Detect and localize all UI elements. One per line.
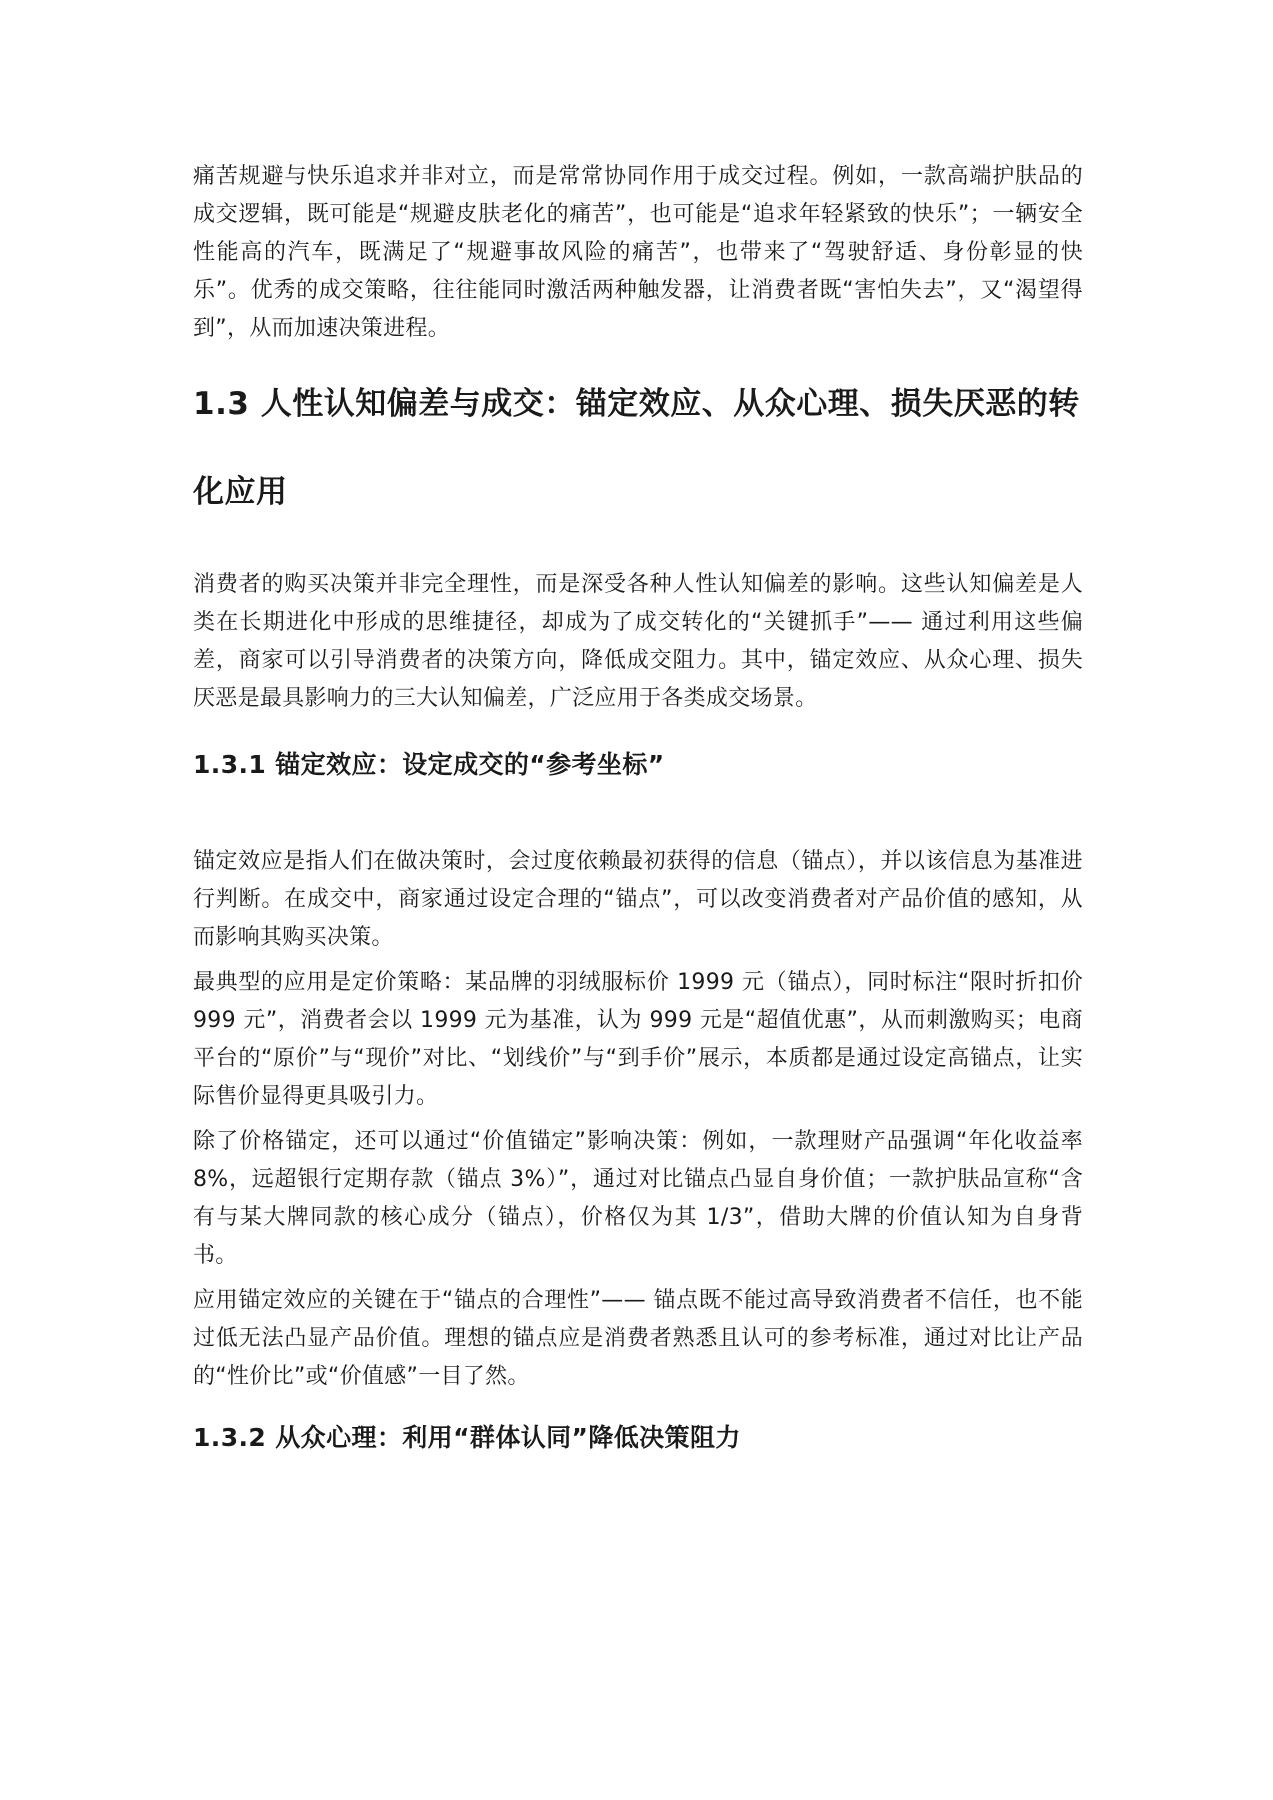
paragraph-pricing-strategy: 最典型的应用是定价策略：某品牌的羽绒服标价 1999 元（锚点），同时标注“限时折扣价 999 元”，消费者会以 1999 元为基准，认为 999 元是“超值优惠”，从而刺激购买；电商平台的“原价”与“现价”对比、“划线价”与“到手价”展示，本质都是通过设定高锚点，让实际售价显得更具吸引力。 [193,970,1083,1109]
paragraph-anchoring-definition: 锚定效应是指人们在做决策时，会过度依赖最初获得的信息（锚点），并以该信息为基准进行判断。在成交中，商家通过设定合理的“锚点”，可以改变消费者对产品价值的感知，从而影响其购买决策。 [193,849,1083,950]
document-page [193,158,1083,1458]
paragraph-anchor-rationality: 应用锚定效应的关键在于“锚点的合理性”—— 锚点既不能过高导致消费者不信任，也不能过低无法凸显产品价值。理想的锚点应是消费者熟悉且认可的参考标准，通过对比让产品的“性价比”或“价值感”一目了然。 [193,1288,1083,1389]
subsection-heading-1-3-1: 1.3.1 锚定效应：设定成交的“参考坐标” [193,750,665,779]
subsection-heading-1-3-2: 1.3.2 从众心理：利用“群体认同”降低决策阻力 [193,1423,741,1452]
paragraph-value-anchoring: 除了价格锚定，还可以通过“价值锚定”影响决策：例如，一款理财产品强调“年化收益率 8%，远超银行定期存款（锚点 3%）”，通过对比锚点凸显自身价值；一款护肤品宣称“含有与某大牌同款的核心成分（锚点），价格仅为其 1/3”，借助大牌的价值认知为自身背书。 [193,1129,1083,1268]
paragraph-cognitive-bias-intro: 消费者的购买决策并非完全理性，而是深受各种人性认知偏差的影响。这些认知偏差是人类在长期进化中形成的思维捷径，却成为了成交转化的“关键抓手”—— 通过利用这些偏差，商家可以引导消费者的决策方向，降低成交阻力。其中，锚定效应、从众心理、损失厌恶是最具影响力的三大认知偏差，广泛应用于各类成交场景。 [193,572,1083,711]
paragraph-pain-pleasure: 痛苦规避与快乐追求并非对立，而是常常协同作用于成交过程。例如，一款高端护肤品的成交逻辑，既可能是“规避皮肤老化的痛苦”，也可能是“追求年轻紧致的快乐”；一辆安全性能高的汽车，既满足了“规避事故风险的痛苦”，也带来了“驾驶舒适、身份彰显的快乐”。优秀的成交策略，往往能同时激活两种触发器，让消费者既“害怕失去”，又“渴望得到”，从而加速决策进程。 [193,164,1083,341]
section-heading-1-3: 1.3 人性认知偏差与成交：锚定效应、从众心理、损失厌恶的转化应用 [193,386,1080,510]
